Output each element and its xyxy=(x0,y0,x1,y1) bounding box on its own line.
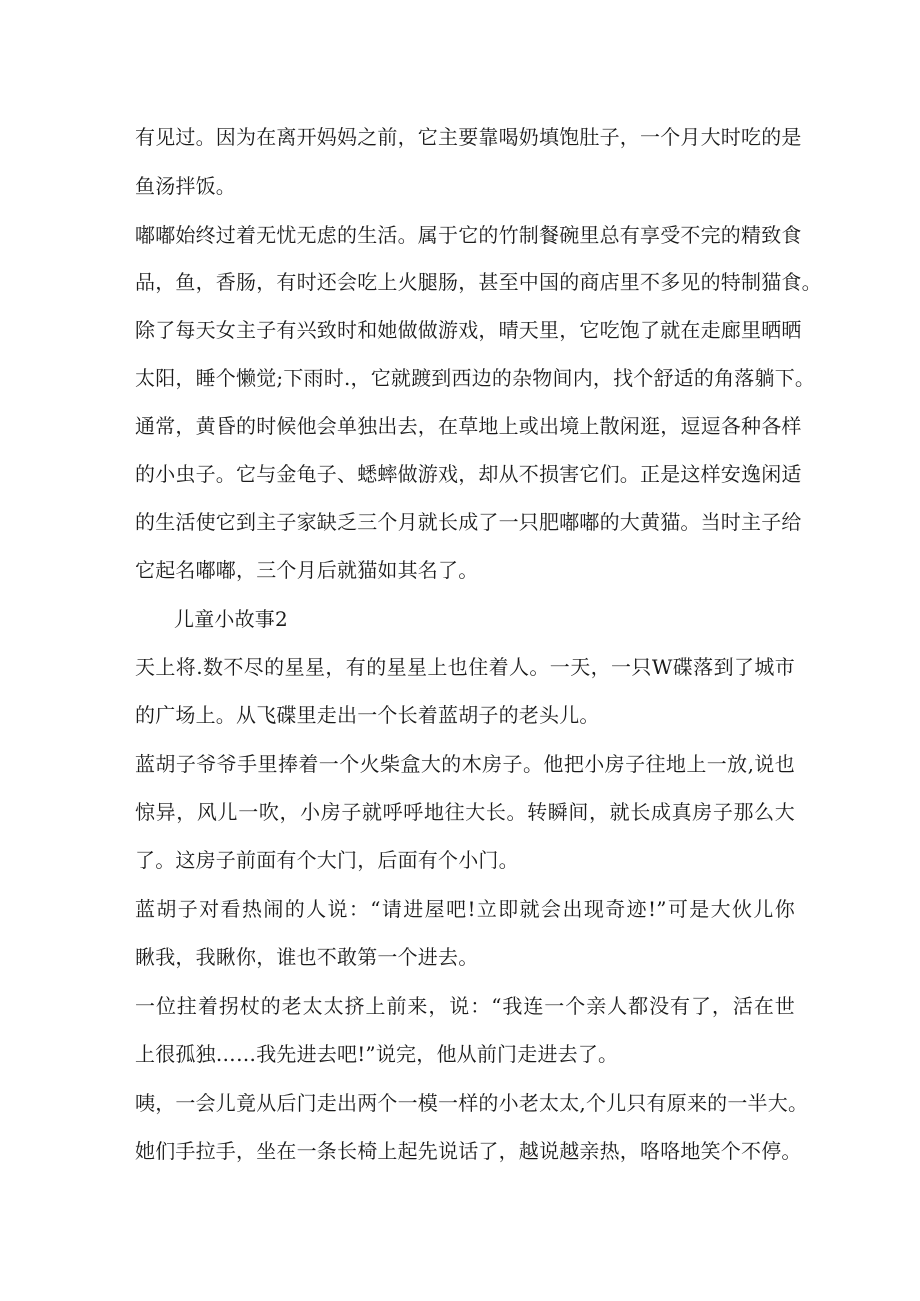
text-line: 天上将.数不尽的星星，有的星星上也住着人。一天，一只W碟落到了城市 xyxy=(135,655,795,679)
text-line: 鱼汤拌饭。 xyxy=(135,174,236,198)
text-line: 的小虫子。它与金龟子、蟋蟀做游戏，却从不损害它们。正是这样安逸闲适 xyxy=(135,462,802,486)
text-line: 她们手拉手，坐在一条长椅上起先说话了，越说越亲热，咯咯地笑个不停。 xyxy=(135,1139,802,1163)
text-line: 咦，一会儿竟从后门走出两个一模一样的小老太太,个儿只有原来的一半大。 xyxy=(135,1091,809,1115)
text-line: 的广场上。从飞碟里走出一个长着蓝胡子的老头儿。 xyxy=(135,703,600,727)
text-line: 了。这房子前面有个大门，后面有个小门。 xyxy=(135,848,519,872)
text-line: 除了每天女主子有兴致时和她做做游戏，晴天里，它吃饱了就在走廊里晒晒 xyxy=(135,318,802,342)
section-heading: 儿童小故事2 xyxy=(174,607,288,631)
text-line: 蓝胡子对看热闹的人说：“请进屋吧!立即就会出现奇迹!”可是大伙儿你 xyxy=(135,897,795,921)
text-line: 品，鱼，香肠，有时还会吃上火腿肠，甚至中国的商店里不多见的特制猫食。 xyxy=(135,270,822,294)
text-line: 的生活使它到主子家缺乏三个月就长成了一只肥嘟嘟的大黄猫。当时主子给 xyxy=(135,510,802,534)
text-line: 通常，黄昏的时候他会单独出去，在草地上或出境上散闲逛，逗逗各种各样 xyxy=(135,414,802,438)
text-line: 一位拄着拐杖的老太太挤上前来，说：“我连一个亲人都没有了，活在世 xyxy=(135,994,795,1018)
text-line: 嘟嘟始终过着无忧无虑的生活。属于它的竹制餐碗里总有享受不完的精致食 xyxy=(135,223,802,247)
text-line: 太阳，睡个懒觉;下雨时.，它就踱到西边的杂物间内，找个舒适的角落躺下。 xyxy=(135,366,816,390)
text-line: 它起名嘟嘟，三个月后就猫如其名了。 xyxy=(135,558,479,582)
text-line: 上很孤独……我先进去吧!”说完，他从前门走进去了。 xyxy=(135,1042,619,1066)
text-line: 瞅我，我瞅你，谁也不敢第一个进去。 xyxy=(135,945,479,969)
text-line: 惊异，风儿一吹，小房子就呼呼地往大长。转瞬间，就长成真房子那么大 xyxy=(135,800,795,824)
text-line: 有见过。因为在离开妈妈之前，它主要靠喝奶填饱肚子，一个月大时吃的是 xyxy=(135,125,802,149)
text-line: 蓝胡子爷爷手里捧着一个火柴盒大的木房子。他把小房子往地上一放,说也 xyxy=(135,752,795,776)
